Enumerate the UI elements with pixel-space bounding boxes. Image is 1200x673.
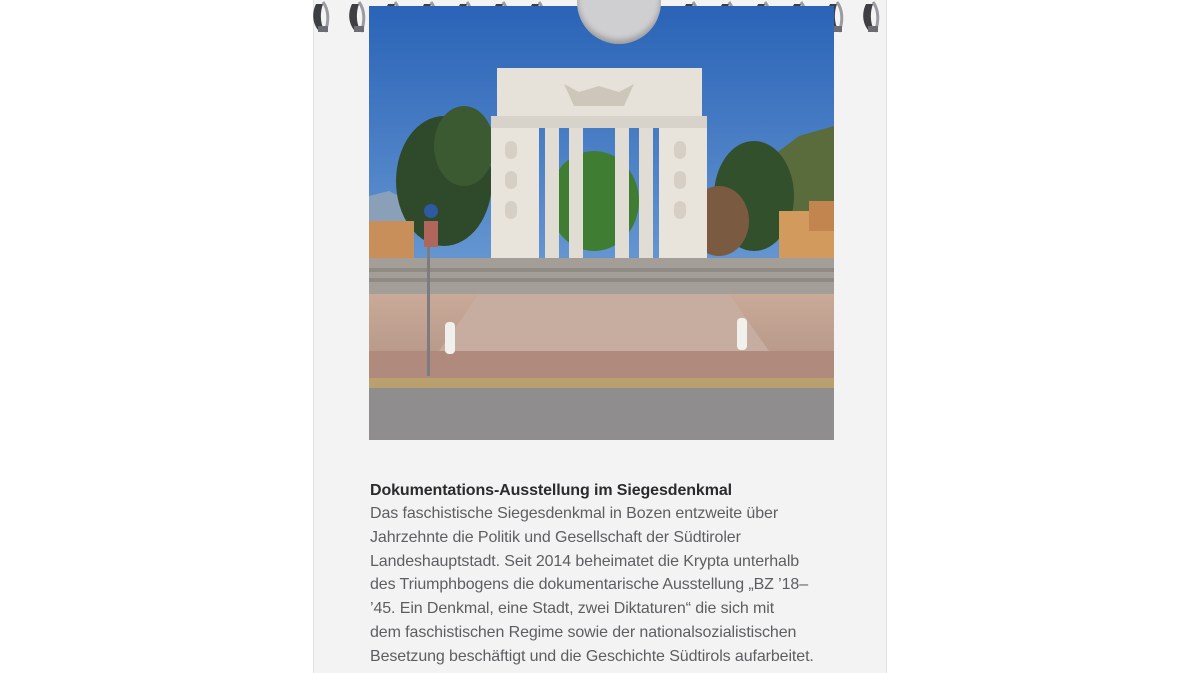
caption-line: Das faschistische Siegesdenkmal in Bozen entzweite über — [370, 505, 779, 522]
binding-ring — [313, 2, 328, 32]
monument-photo — [369, 6, 834, 440]
road — [369, 388, 834, 440]
caption-line: Landeshauptstadt. Seit 2014 beheimatet die Krypta unterhalb — [370, 552, 800, 570]
caption-line: des Triumphbogens die dokumentarische Ausstellung „BZ ’18– — [370, 576, 809, 594]
binding-ring — [863, 2, 878, 32]
caption-line: Jahrzehnte die Politik und Gesellschaft der Südtiroler — [370, 528, 741, 546]
binding-ring — [349, 2, 364, 32]
caption-line: Besetzung beschäftigt und die Geschichte Südtirols aufarbeitet. — [370, 647, 814, 665]
caption — [370, 480, 840, 669]
caption-line: ’45. Ein Denkmal, eine Stadt, zwei Diktaturen“ die sich mit — [370, 600, 775, 618]
caption-line: dem faschistischen Regime sowie der nationalsozialistischen — [370, 623, 797, 641]
caption-heading: Dokumentations-Ausstellung im Siegesdenkmal — [370, 482, 732, 499]
